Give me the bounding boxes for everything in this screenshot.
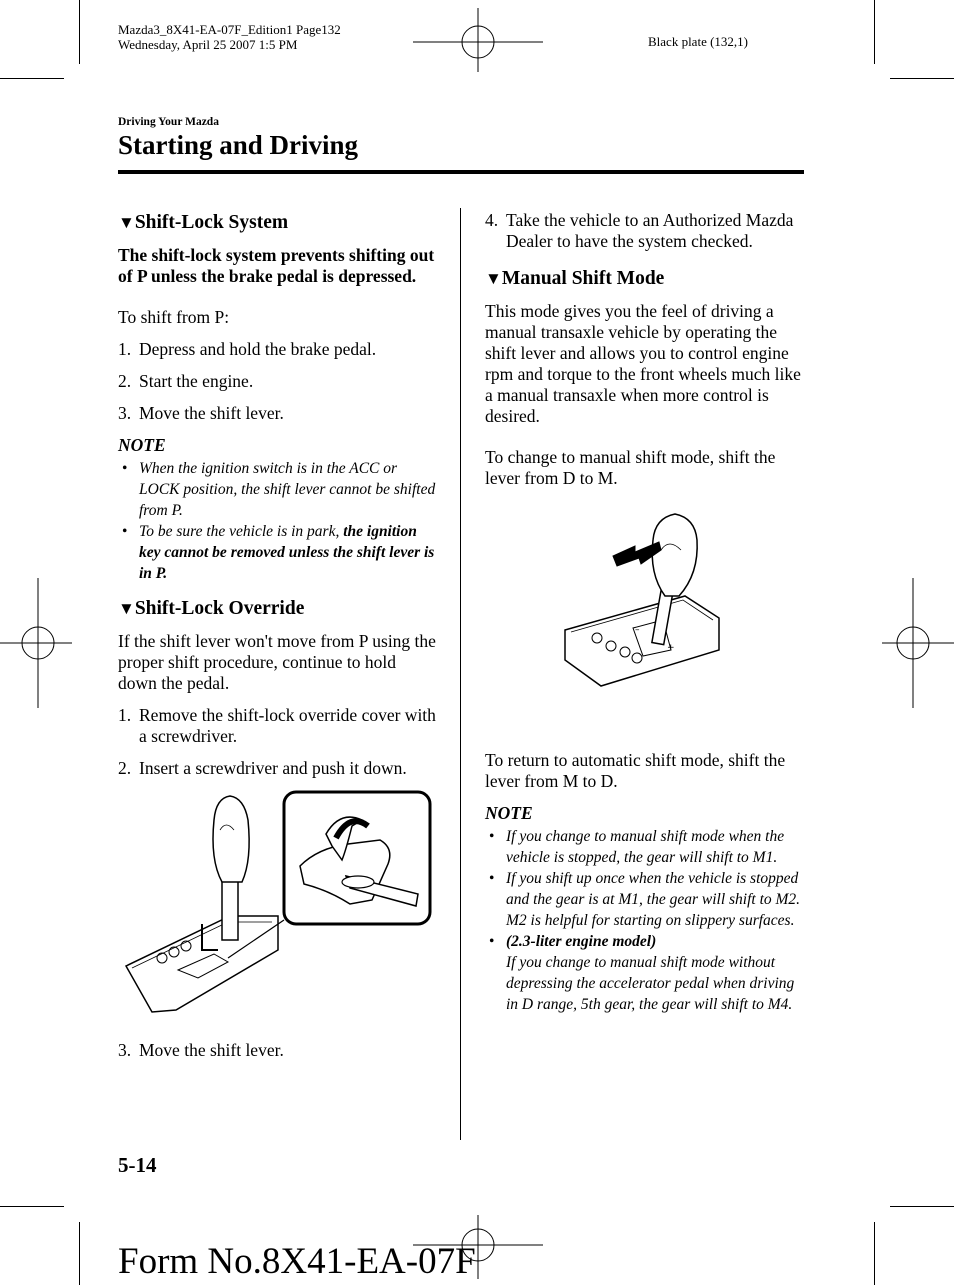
print-info xyxy=(118,22,341,52)
shift-lock-lead: The shift-lock system prevents shifting out of P unless the brake pedal is depressed. xyxy=(118,245,435,286)
bullet-icon: • xyxy=(122,523,128,540)
crop-mark xyxy=(874,1222,875,1285)
list-item xyxy=(118,758,436,779)
list-item xyxy=(118,1040,436,1061)
manual-shift-description: This mode gives you the feel of driving a manual transaxle vehicle by operating the shift lever and allows you to control engine rpm and torque to the front wheels much like a manual transaxle when more control is desired. xyxy=(485,301,801,426)
override-intro: If the shift lever won't move from P using the proper shift procedure, continue to hold down the pedal. xyxy=(118,631,436,693)
step-number: 4. xyxy=(485,210,499,230)
note-item xyxy=(485,868,803,931)
override-heading xyxy=(118,598,436,619)
step-number: 2. xyxy=(118,758,132,778)
note-item xyxy=(485,826,803,868)
step-text: Start the engine. xyxy=(139,371,254,391)
list-item xyxy=(118,371,436,392)
right-column xyxy=(485,210,803,1029)
svg-text:–: – xyxy=(635,625,640,635)
list-item xyxy=(118,705,436,747)
override-heading-text: Shift-Lock Override xyxy=(134,598,305,619)
note-title: NOTE xyxy=(485,803,533,823)
shift-lock-override-illustration xyxy=(118,790,436,1026)
step-number: 1. xyxy=(118,339,132,359)
form-number: Form No.8X41-EA-07F xyxy=(118,1241,476,1282)
crop-mark xyxy=(0,78,64,79)
manual-shift-change: To change to manual shift mode, shift the lever from D to M. xyxy=(485,447,776,488)
manual-shift-heading xyxy=(485,268,803,289)
note-item xyxy=(118,458,436,521)
left-column xyxy=(118,212,436,1072)
step-number: 3. xyxy=(118,1040,132,1060)
registration-mark-icon xyxy=(882,578,954,708)
triangle-down-icon: ▼ xyxy=(118,599,135,618)
plate-info: Black plate (132,1) xyxy=(648,34,748,49)
step-text: Insert a screwdriver and push it down. xyxy=(139,758,407,778)
step-number: 1. xyxy=(118,705,132,725)
title-rule xyxy=(118,170,804,174)
column-divider xyxy=(460,208,461,1140)
note-item xyxy=(118,521,436,584)
triangle-down-icon: ▼ xyxy=(118,213,135,232)
manual-shift-heading-text: Manual Shift Mode xyxy=(501,268,665,289)
step-text: Depress and hold the brake pedal. xyxy=(139,339,377,359)
page-number: 5-14 xyxy=(118,1153,157,1177)
step-number: 2. xyxy=(118,371,132,391)
step-text: Take the vehicle to an Authorized Mazda Dealer to have the system checked. xyxy=(506,210,794,251)
crop-mark xyxy=(79,0,80,64)
bullet-icon: • xyxy=(122,460,128,477)
note-text: If you change to manual shift mode without depressing the accelerator pedal when driving in D range, 5th gear, the gear will shift to M4. xyxy=(506,954,795,1013)
bullet-icon: • xyxy=(489,933,495,950)
list-item xyxy=(485,210,803,252)
note-text-bold: the ignition key cannot be removed unless the shift lever is in P. xyxy=(139,523,435,582)
list-item xyxy=(118,339,436,360)
print-info-date: Wednesday, April 25 2007 1:5 PM xyxy=(118,37,298,52)
shift-lock-intro: To shift from P: xyxy=(118,307,230,327)
registration-mark-icon xyxy=(413,8,543,72)
triangle-down-icon: ▼ xyxy=(485,269,502,288)
registration-mark-icon xyxy=(0,578,72,708)
section-label: Driving Your Mazda xyxy=(118,116,219,128)
svg-text:+: + xyxy=(667,643,675,653)
crop-mark xyxy=(79,1222,80,1285)
manual-shift-illustration xyxy=(485,500,803,750)
crop-mark xyxy=(874,0,875,64)
note-list xyxy=(485,826,803,1015)
step-text: Remove the shift-lock override cover with a screwdriver. xyxy=(139,705,436,746)
crop-mark xyxy=(890,78,954,79)
note-title: NOTE xyxy=(118,435,166,455)
step-text: Move the shift lever. xyxy=(139,403,284,423)
note-text: To be sure the vehicle is in park, xyxy=(139,523,344,540)
note-text: If you change to manual shift mode when the vehicle is stopped, the gear will shift to M1. xyxy=(506,828,785,866)
crop-mark xyxy=(0,1206,64,1207)
step-text: Move the shift lever. xyxy=(139,1040,284,1060)
note-text-bold: (2.3-liter engine model) xyxy=(506,933,657,950)
note-text: If you shift up once when the vehicle is stopped and the gear is at M1, the gear will shift to M2. M2 is helpful for starting on slippery surfaces. xyxy=(506,870,801,929)
list-item xyxy=(118,403,436,424)
shift-lock-heading-text: Shift-Lock System xyxy=(134,212,289,233)
note-list xyxy=(118,458,436,584)
note-item xyxy=(485,931,803,1015)
bullet-icon: • xyxy=(489,870,495,887)
note-text: When the ignition switch is in the ACC or LOCK position, the shift lever cannot be shifted from P. xyxy=(139,460,436,519)
step-number: 3. xyxy=(118,403,132,423)
print-info-file: Mazda3_8X41-EA-07F_Edition1 Page132 xyxy=(118,22,341,37)
bullet-icon: • xyxy=(489,828,495,845)
page-title: Starting and Driving xyxy=(118,130,359,160)
shift-lock-heading xyxy=(118,212,436,233)
crop-mark xyxy=(890,1206,954,1207)
manual-shift-return: To return to automatic shift mode, shift the lever from M to D. xyxy=(485,750,786,791)
